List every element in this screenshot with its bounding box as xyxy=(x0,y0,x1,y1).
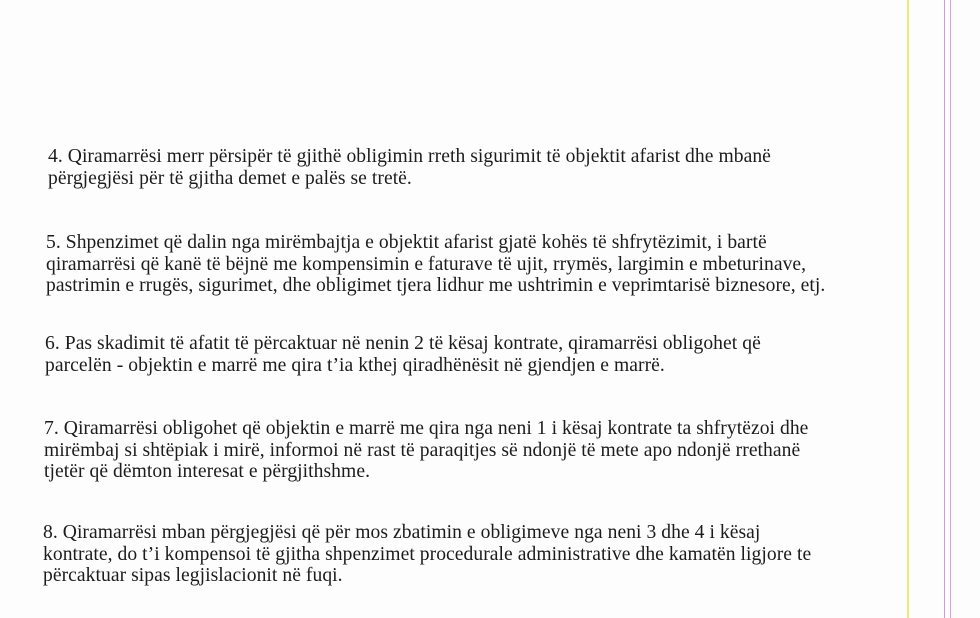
paragraph-line: kontrate, do t’i kompensoi të gjitha shpenzimet procedurale administrative dhe kamatën ligjore te xyxy=(43,543,812,565)
paragraph-line: 4. Qiramarrësi merr përsipër të gjithë obligimin rreth sigurimit të objektit afarist dhe mbanë xyxy=(48,146,771,167)
paragraph-line: pastrimin e rrugës, sigurimet, dhe obligimet tjera lidhur me ushtrimin e veprimtarisë biznesore, etj. xyxy=(46,275,826,296)
paragraph-6 xyxy=(45,333,761,376)
paragraph-line: përcaktuar sipas legjislacionit në fuqi. xyxy=(43,565,343,586)
margin-guide-line xyxy=(944,0,945,618)
paragraph-line: 6. Pas skadimit të afatit të përcaktuar në nenin 2 të kësaj kontrate, qiramarrësi obligohet që xyxy=(45,333,761,354)
paragraph-line: qiramarrësi që kanë të bëjnë me kompensimin e faturave të ujit, rrymës, largimin e mbeturinave, xyxy=(46,253,807,275)
margin-guide-line xyxy=(907,0,909,618)
paragraph-line: parcelën - objektin e marrë me qira t’ia kthej qiradhënësit në gjendjen e marrë. xyxy=(45,354,665,376)
paragraph-line: 5. Shpenzimet që dalin nga mirëmbajtja e objektit afarist gjatë kohës të shfrytëzimit, i bartë xyxy=(46,232,767,253)
paragraph-line: tjetër që dëmton interesat e përgjithshme. xyxy=(44,461,371,482)
paragraph-4 xyxy=(48,146,771,189)
paragraph-5 xyxy=(46,232,825,297)
paragraph-line: mirëmbaj si shtëpiak i mirë, informoi në rast të paraqitjes së ndonjë të mete apo ndonjë rrethanë xyxy=(44,439,801,461)
paragraph-line: përgjegjësi për të gjitha demet e palës se tretë. xyxy=(48,167,412,189)
paragraph-line: 8. Qiramarrësi mban përgjegjësi që për mos zbatimin e obligimeve nga neni 3 dhe 4 i kësaj xyxy=(43,522,761,543)
margin-guide-line xyxy=(950,0,951,618)
paragraph-line: 7. Qiramarrësi obligohet që objektin e marrë me qira nga neni 1 i kësaj kontrate ta shfrytëzoi dhe xyxy=(44,418,809,439)
paragraph-7 xyxy=(44,418,808,483)
paragraph-8 xyxy=(43,522,811,587)
